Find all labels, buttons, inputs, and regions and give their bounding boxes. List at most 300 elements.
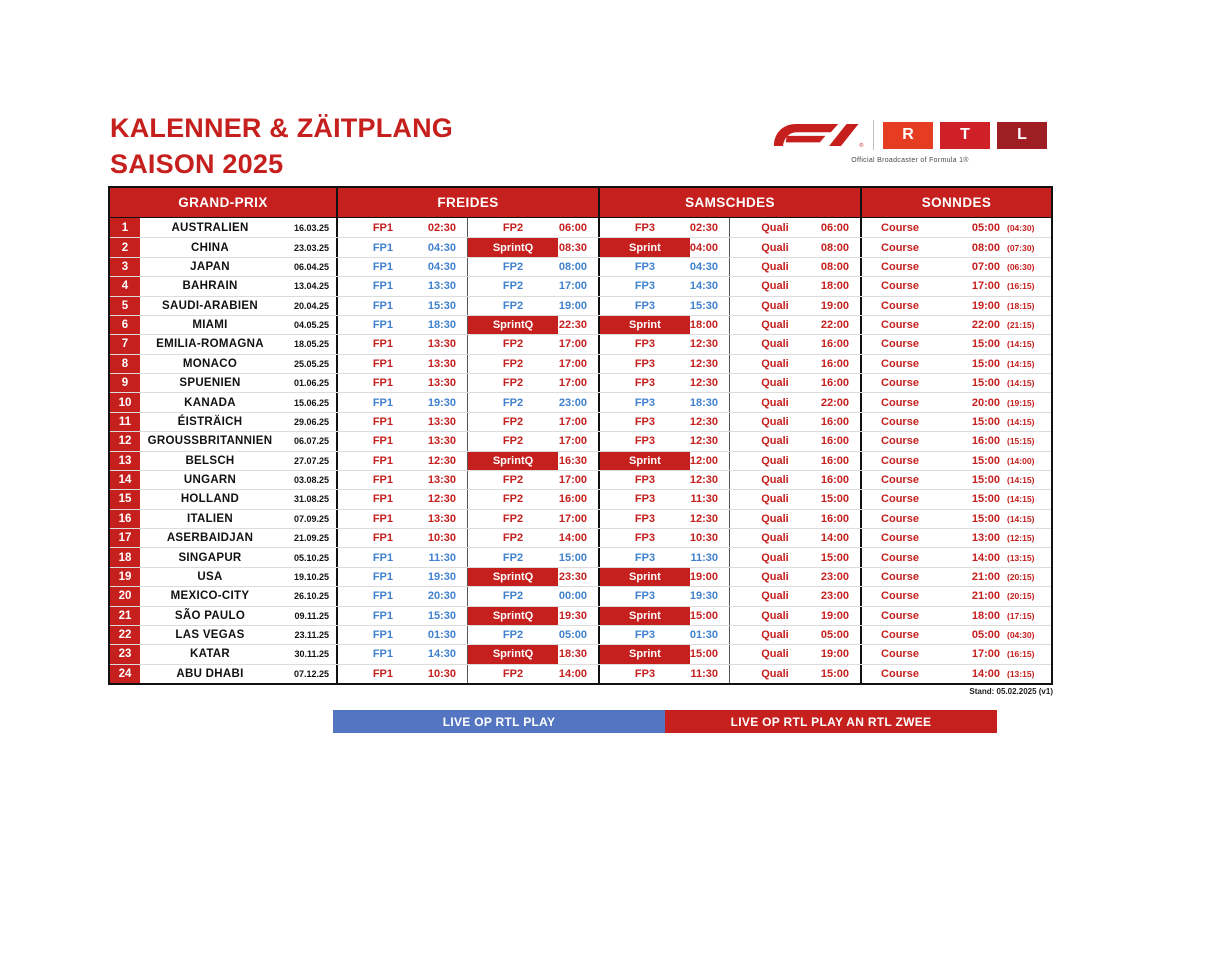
table-row xyxy=(110,412,1051,431)
session-time-course: 15:00 xyxy=(971,338,1000,351)
race-number: 16 xyxy=(110,510,140,528)
broadcaster-logos xyxy=(772,118,1048,164)
session-label-fp3: FP3 xyxy=(634,512,656,525)
session-label-quali: Quali xyxy=(761,493,789,506)
session-cell-course xyxy=(860,568,1049,586)
session-time-course: 13:00 xyxy=(971,532,1000,545)
table-row xyxy=(110,237,1051,256)
session-cell-fp3 xyxy=(598,645,729,663)
session-cell-fp1 xyxy=(336,568,467,586)
session-time-fp1: 14:30 xyxy=(427,648,456,661)
session-label-course: Course xyxy=(881,454,919,467)
race-number: 2 xyxy=(110,238,140,256)
race-cell xyxy=(140,548,336,566)
session-time-fp2: 00:00 xyxy=(558,590,587,603)
schedule-table xyxy=(108,186,1053,685)
session-cell-fp3 xyxy=(598,258,729,276)
session-cell-quali xyxy=(729,355,860,373)
race-name: UNGARN xyxy=(183,474,237,487)
session-label-course: Course xyxy=(881,338,919,351)
session-cell-quali xyxy=(729,626,860,644)
session-cell-fp2 xyxy=(467,413,598,431)
session-cell-fp1 xyxy=(336,510,467,528)
session-cell-fp1 xyxy=(336,335,467,353)
session-time-fp3: 11:30 xyxy=(690,551,718,564)
session-cell-fp2 xyxy=(467,490,598,508)
session-cell-fp2 xyxy=(467,277,598,295)
race-name: MIAMI xyxy=(192,319,228,332)
session-cell-fp3 xyxy=(598,548,729,566)
session-time-fp1: 12:30 xyxy=(427,454,456,467)
table-row xyxy=(110,509,1051,528)
race-cell xyxy=(140,297,336,315)
session-time-course-alt: (14:15) xyxy=(1007,339,1035,350)
session-time-quali: 15:00 xyxy=(820,667,849,680)
session-time-fp3: 12:30 xyxy=(689,512,718,525)
legend xyxy=(333,710,997,733)
session-time-course: 21:00 xyxy=(971,590,1000,603)
session-time-fp1: 13:30 xyxy=(427,357,456,370)
session-time-quali: 16:00 xyxy=(820,377,849,390)
session-cell-fp1 xyxy=(336,355,467,373)
session-time-course-alt: (12:15) xyxy=(1007,533,1035,544)
session-cell-fp3 xyxy=(598,413,729,431)
session-label-fp2: FP2 xyxy=(502,590,524,603)
session-time-course-alt: (21:15) xyxy=(1007,320,1035,331)
session-time-fp1: 19:30 xyxy=(427,570,456,583)
session-cell-fp3 xyxy=(598,510,729,528)
race-date: 19.10.25 xyxy=(293,571,329,582)
session-label-course: Course xyxy=(881,474,919,487)
race-cell xyxy=(140,510,336,528)
session-cell-fp2 xyxy=(467,374,598,392)
session-cell-course xyxy=(860,393,1049,411)
race-date: 16.03.25 xyxy=(293,222,329,233)
session-cell-fp2 xyxy=(467,238,598,256)
session-time-quali: 23:00 xyxy=(820,590,849,603)
race-date: 29.06.25 xyxy=(293,416,329,427)
session-cell-quali xyxy=(729,374,860,392)
session-time-fp3: 12:00 xyxy=(689,454,718,467)
session-label-quali: Quali xyxy=(761,415,789,428)
race-cell xyxy=(140,452,336,470)
session-label-fp3: FP3 xyxy=(634,493,656,506)
session-time-fp1: 13:30 xyxy=(427,415,456,428)
session-label-fp1: FP1 xyxy=(372,532,394,545)
session-time-fp1: 15:30 xyxy=(427,609,456,622)
race-date: 23.11.25 xyxy=(294,630,329,641)
session-time-course: 22:00 xyxy=(971,319,1000,332)
session-time-fp1: 10:30 xyxy=(427,667,456,680)
table-row xyxy=(110,664,1051,683)
session-time-course: 15:00 xyxy=(971,357,1000,370)
session-cell-fp2 xyxy=(467,258,598,276)
session-time-quali: 22:00 xyxy=(820,319,849,332)
session-cell-course xyxy=(860,471,1049,489)
column-header-saturday: SAMSCHDES xyxy=(598,188,860,217)
session-label-course: Course xyxy=(881,280,919,293)
session-time-quali: 05:00 xyxy=(820,629,849,642)
session-label-fp1: FP1 xyxy=(372,590,394,603)
session-time-fp3: 12:30 xyxy=(689,377,718,390)
race-name: USA xyxy=(197,570,223,583)
session-cell-fp2 xyxy=(467,355,598,373)
race-date: 30.11.25 xyxy=(294,649,329,660)
session-label-quali: Quali xyxy=(761,241,789,254)
session-cell-fp3 xyxy=(598,587,729,605)
session-cell-fp2 xyxy=(467,568,598,586)
session-label-fp2: FP2 xyxy=(502,260,524,273)
session-time-fp2: 16:30 xyxy=(558,454,587,467)
race-date: 18.05.25 xyxy=(293,339,329,350)
session-cell-fp2 xyxy=(467,452,598,470)
race-number: 1 xyxy=(110,218,140,237)
session-time-quali: 08:00 xyxy=(820,260,849,273)
session-cell-fp2 xyxy=(467,607,598,625)
table-row xyxy=(110,354,1051,373)
session-label-quali: Quali xyxy=(761,454,789,467)
session-cell-quali xyxy=(729,490,860,508)
session-label-fp1: FP1 xyxy=(372,454,394,467)
session-label-course: Course xyxy=(881,241,919,254)
race-number: 19 xyxy=(110,568,140,586)
session-cell-fp1 xyxy=(336,316,467,334)
session-label-fp1: FP1 xyxy=(372,629,394,642)
session-cell-course xyxy=(860,277,1049,295)
session-time-quali: 16:00 xyxy=(820,338,849,351)
session-cell-course xyxy=(860,529,1049,547)
session-label-fp2: SprintQ xyxy=(468,238,558,256)
session-cell-quali xyxy=(729,238,860,256)
session-cell-fp2 xyxy=(467,218,598,237)
session-time-fp1: 02:30 xyxy=(427,221,456,234)
session-label-fp2: FP2 xyxy=(502,551,524,564)
rtl-logo-square-t: T xyxy=(940,122,990,149)
session-time-quali: 16:00 xyxy=(820,415,849,428)
session-label-quali: Quali xyxy=(761,396,789,409)
table-row xyxy=(110,586,1051,605)
session-time-course-alt: (19:15) xyxy=(1007,397,1035,408)
session-cell-course xyxy=(860,355,1049,373)
race-cell xyxy=(140,316,336,334)
session-cell-fp3 xyxy=(598,490,729,508)
race-name: ABU DHABI xyxy=(176,667,244,680)
session-time-fp3: 12:30 xyxy=(689,338,718,351)
session-label-fp1: FP1 xyxy=(372,280,394,293)
race-cell xyxy=(140,587,336,605)
session-time-quali: 19:00 xyxy=(820,648,849,661)
session-time-fp2: 19:30 xyxy=(558,609,587,622)
session-cell-fp3 xyxy=(598,665,729,683)
session-label-fp1: FP1 xyxy=(372,435,394,448)
title-block xyxy=(110,110,453,182)
session-time-fp3: 10:30 xyxy=(689,532,718,545)
session-time-quali: 19:00 xyxy=(820,299,849,312)
session-cell-fp3 xyxy=(598,452,729,470)
svg-text:®: ® xyxy=(859,142,864,148)
session-time-course-alt: (14:00) xyxy=(1007,455,1035,466)
race-number: 14 xyxy=(110,471,140,489)
session-time-course-alt: (14:15) xyxy=(1007,416,1035,427)
race-number: 5 xyxy=(110,297,140,315)
session-time-fp2: 15:00 xyxy=(558,551,587,564)
session-time-fp3: 04:30 xyxy=(689,260,718,273)
session-cell-quali xyxy=(729,568,860,586)
legend-rtl-play: LIVE OP RTL PLAY xyxy=(333,710,665,733)
session-time-course: 19:00 xyxy=(971,299,1000,312)
rtl-logo-square-l: L xyxy=(997,122,1047,149)
session-time-fp1: 04:30 xyxy=(427,241,456,254)
session-time-fp1: 19:30 xyxy=(427,396,456,409)
race-date: 20.04.25 xyxy=(293,300,329,311)
session-time-fp2: 14:00 xyxy=(558,532,587,545)
session-time-quali: 08:00 xyxy=(820,241,849,254)
session-cell-quali xyxy=(729,510,860,528)
session-cell-fp1 xyxy=(336,452,467,470)
session-label-quali: Quali xyxy=(761,435,789,448)
session-time-fp1: 12:30 xyxy=(427,493,456,506)
session-time-fp1: 13:30 xyxy=(427,338,456,351)
race-name: ASERBAIDJAN xyxy=(166,532,254,545)
session-cell-course xyxy=(860,297,1049,315)
logo-row xyxy=(772,118,1048,152)
session-cell-course xyxy=(860,607,1049,625)
race-cell xyxy=(140,258,336,276)
session-label-fp1: FP1 xyxy=(372,396,394,409)
session-time-course-alt: (14:15) xyxy=(1007,475,1035,486)
session-time-fp2: 23:30 xyxy=(558,570,587,583)
session-time-quali: 16:00 xyxy=(820,435,849,448)
session-cell-quali xyxy=(729,529,860,547)
race-name: KATAR xyxy=(189,648,231,661)
session-label-quali: Quali xyxy=(761,667,789,680)
session-time-fp1: 13:30 xyxy=(427,474,456,487)
session-time-course: 05:00 xyxy=(971,221,1000,234)
session-cell-fp1 xyxy=(336,374,467,392)
session-label-course: Course xyxy=(881,532,919,545)
session-cell-fp3 xyxy=(598,297,729,315)
race-cell xyxy=(140,645,336,663)
session-cell-fp2 xyxy=(467,393,598,411)
session-cell-fp2 xyxy=(467,645,598,663)
session-cell-quali xyxy=(729,587,860,605)
session-cell-fp1 xyxy=(336,490,467,508)
session-time-fp2: 06:00 xyxy=(558,221,587,234)
session-cell-fp2 xyxy=(467,316,598,334)
session-label-course: Course xyxy=(881,357,919,370)
session-label-fp2: FP2 xyxy=(502,512,524,525)
table-header xyxy=(110,188,1051,218)
session-cell-course xyxy=(860,316,1049,334)
session-cell-course xyxy=(860,587,1049,605)
session-time-course: 14:00 xyxy=(971,667,1000,680)
session-cell-course xyxy=(860,626,1049,644)
session-label-fp3: FP3 xyxy=(634,629,656,642)
race-number: 15 xyxy=(110,490,140,508)
session-time-fp2: 17:00 xyxy=(558,357,587,370)
session-cell-quali xyxy=(729,432,860,450)
session-label-fp3: Sprint xyxy=(600,568,690,586)
session-time-course: 15:00 xyxy=(971,415,1000,428)
table-row xyxy=(110,218,1051,237)
session-label-quali: Quali xyxy=(761,338,789,351)
session-label-quali: Quali xyxy=(761,299,789,312)
session-label-fp3: FP3 xyxy=(634,532,656,545)
session-cell-fp3 xyxy=(598,393,729,411)
session-label-fp3: FP3 xyxy=(634,260,656,273)
race-cell xyxy=(140,355,336,373)
session-time-fp3: 04:00 xyxy=(689,241,718,254)
table-row xyxy=(110,606,1051,625)
session-label-fp2: FP2 xyxy=(502,338,524,351)
f1-logo-icon xyxy=(772,122,864,148)
session-time-fp1: 13:30 xyxy=(427,435,456,448)
race-date: 26.10.25 xyxy=(293,591,329,602)
session-time-fp2: 17:00 xyxy=(558,280,587,293)
session-label-quali: Quali xyxy=(761,570,789,583)
session-time-course: 15:00 xyxy=(971,377,1000,390)
race-number: 13 xyxy=(110,452,140,470)
session-time-course-alt: (04:30) xyxy=(1007,222,1035,233)
session-label-fp1: FP1 xyxy=(372,551,394,564)
session-cell-fp1 xyxy=(336,277,467,295)
race-name: GROUSSBRITANNIEN xyxy=(147,435,273,448)
session-label-fp2: SprintQ xyxy=(468,316,558,334)
session-label-quali: Quali xyxy=(761,551,789,564)
table-row xyxy=(110,431,1051,450)
session-label-fp2: FP2 xyxy=(502,221,524,234)
session-label-fp1: FP1 xyxy=(372,319,394,332)
session-label-fp1: FP1 xyxy=(372,260,394,273)
session-cell-quali xyxy=(729,258,860,276)
session-cell-course xyxy=(860,452,1049,470)
session-label-fp2: FP2 xyxy=(502,474,524,487)
session-cell-fp1 xyxy=(336,471,467,489)
race-cell xyxy=(140,529,336,547)
race-date: 07.12.25 xyxy=(293,668,329,679)
session-time-course: 05:00 xyxy=(971,629,1000,642)
session-time-quali: 16:00 xyxy=(820,512,849,525)
column-header-sunday: SONNDES xyxy=(860,188,1051,217)
column-header-friday: FREIDES xyxy=(336,188,598,217)
race-name: ITALIEN xyxy=(187,512,233,525)
session-label-fp1: FP1 xyxy=(372,241,394,254)
race-name: EMILIA-ROMAGNA xyxy=(156,338,264,351)
session-cell-fp1 xyxy=(336,258,467,276)
race-name: AUSTRALIEN xyxy=(171,221,249,234)
race-cell xyxy=(140,238,336,256)
session-time-course-alt: (16:15) xyxy=(1007,281,1035,292)
session-cell-course xyxy=(860,218,1049,237)
session-cell-quali xyxy=(729,665,860,683)
race-name: LAS VEGAS xyxy=(175,629,245,642)
session-label-fp1: FP1 xyxy=(372,609,394,622)
session-time-quali: 19:00 xyxy=(820,609,849,622)
table-row xyxy=(110,373,1051,392)
session-cell-fp3 xyxy=(598,529,729,547)
race-number: 23 xyxy=(110,645,140,663)
session-label-fp2: FP2 xyxy=(502,357,524,370)
session-cell-fp1 xyxy=(336,529,467,547)
session-label-fp3: FP3 xyxy=(634,474,656,487)
session-time-quali: 06:00 xyxy=(820,221,849,234)
table-row xyxy=(110,528,1051,547)
session-time-fp3: 11:30 xyxy=(690,493,718,506)
race-name: SINGAPUR xyxy=(178,551,242,564)
race-cell xyxy=(140,607,336,625)
race-number: 22 xyxy=(110,626,140,644)
session-label-fp1: FP1 xyxy=(372,338,394,351)
race-date: 05.10.25 xyxy=(293,552,329,563)
race-number: 17 xyxy=(110,529,140,547)
session-label-fp3: FP3 xyxy=(634,221,656,234)
table-row xyxy=(110,334,1051,353)
session-label-quali: Quali xyxy=(761,512,789,525)
race-date: 23.03.25 xyxy=(293,242,329,253)
session-cell-fp3 xyxy=(598,607,729,625)
race-cell xyxy=(140,413,336,431)
race-name: ÉISTRÄICH xyxy=(177,415,243,428)
race-name: SAUDI-ARABIEN xyxy=(162,299,258,312)
column-header-grand-prix: GRAND-PRIX xyxy=(178,195,268,210)
race-number: 10 xyxy=(110,393,140,411)
session-time-fp3: 18:00 xyxy=(689,319,718,332)
session-label-fp2: FP2 xyxy=(502,667,524,680)
race-date: 31.08.25 xyxy=(293,494,329,505)
session-cell-course xyxy=(860,432,1049,450)
table-row xyxy=(110,296,1051,315)
session-label-fp3: FP3 xyxy=(634,280,656,293)
session-cell-course xyxy=(860,510,1049,528)
session-label-fp2: FP2 xyxy=(502,435,524,448)
session-label-course: Course xyxy=(881,396,919,409)
session-label-fp1: FP1 xyxy=(372,377,394,390)
session-time-quali: 18:00 xyxy=(820,280,849,293)
session-label-fp1: FP1 xyxy=(372,667,394,680)
session-time-fp2: 14:00 xyxy=(558,667,587,680)
session-time-course-alt: (17:15) xyxy=(1007,610,1035,621)
race-cell xyxy=(140,277,336,295)
race-date: 03.08.25 xyxy=(293,475,329,486)
race-cell xyxy=(140,432,336,450)
session-cell-fp3 xyxy=(598,471,729,489)
session-label-fp2: FP2 xyxy=(502,280,524,293)
race-date: 07.09.25 xyxy=(293,513,329,524)
race-cell xyxy=(140,393,336,411)
session-cell-quali xyxy=(729,413,860,431)
session-cell-fp2 xyxy=(467,471,598,489)
session-cell-quali xyxy=(729,471,860,489)
race-date: 06.07.25 xyxy=(293,436,329,447)
session-label-course: Course xyxy=(881,319,919,332)
session-time-course-alt: (06:30) xyxy=(1007,261,1035,272)
session-time-fp3: 11:30 xyxy=(690,667,718,680)
session-label-fp2: FP2 xyxy=(502,377,524,390)
session-cell-course xyxy=(860,645,1049,663)
session-cell-quali xyxy=(729,548,860,566)
session-time-fp2: 08:30 xyxy=(558,241,587,254)
table-row xyxy=(110,451,1051,470)
session-label-course: Course xyxy=(881,512,919,525)
session-label-fp1: FP1 xyxy=(372,493,394,506)
session-time-fp2: 17:00 xyxy=(558,338,587,351)
session-label-fp1: FP1 xyxy=(372,570,394,583)
session-cell-course xyxy=(860,490,1049,508)
session-time-fp1: 13:30 xyxy=(427,512,456,525)
race-cell xyxy=(140,374,336,392)
race-number: 3 xyxy=(110,258,140,276)
session-time-fp2: 19:00 xyxy=(558,299,587,312)
